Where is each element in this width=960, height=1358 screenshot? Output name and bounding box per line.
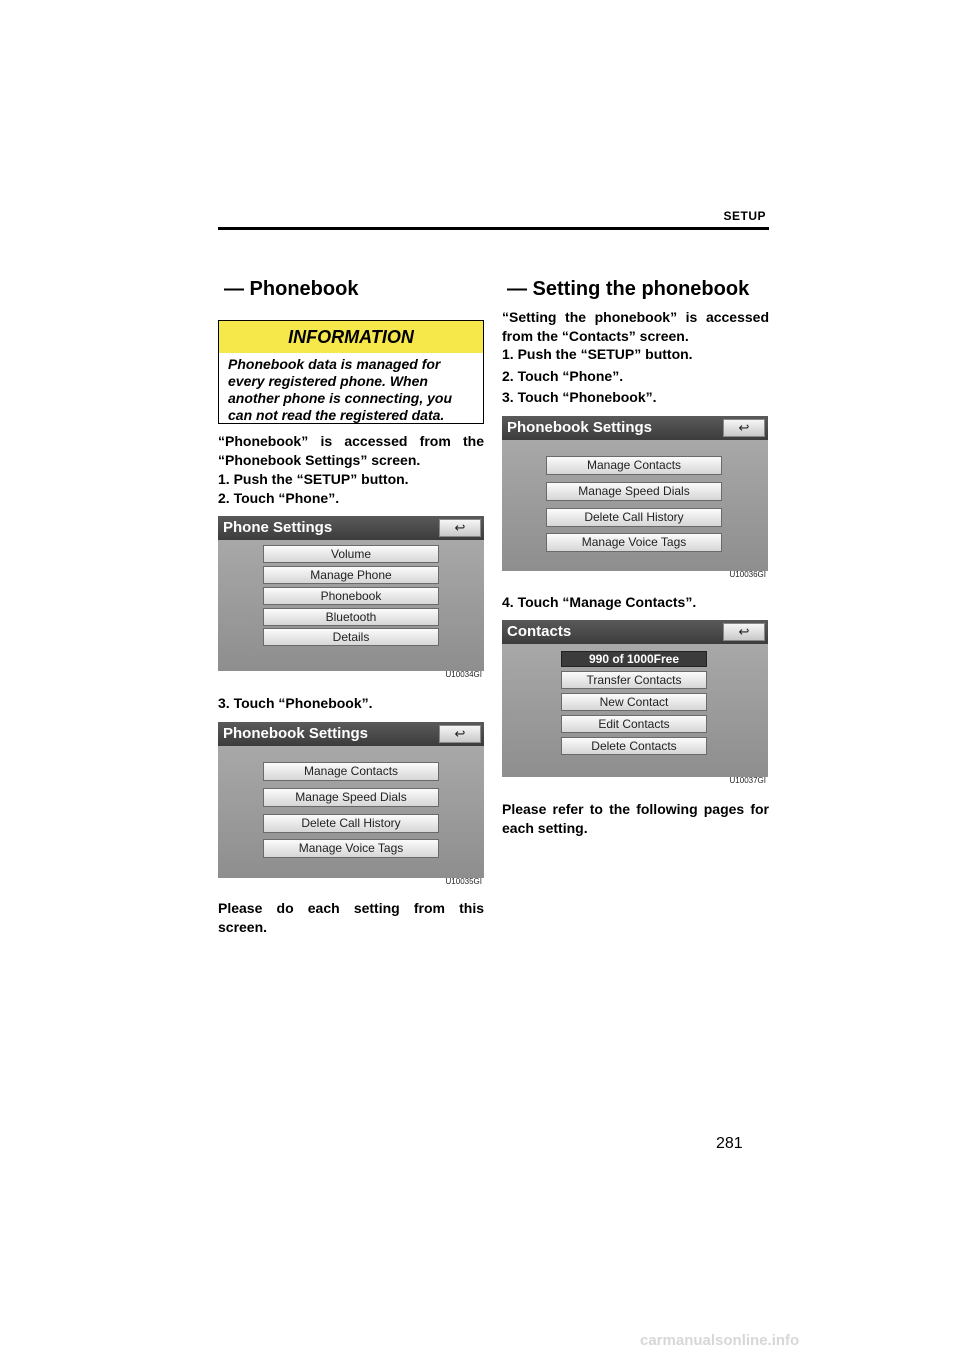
figure-code: U10036GI	[729, 570, 766, 579]
figure-code: U10035GI	[445, 877, 482, 886]
manage-voice-tags-button[interactable]: Manage Voice Tags	[546, 533, 722, 552]
back-arrow-icon[interactable]: ↩	[723, 623, 765, 641]
volume-button[interactable]: Volume	[263, 545, 439, 563]
right-intro-text: “Setting the phonebook” is accessed from the “Contacts” screen.	[502, 309, 769, 344]
right-step-4: 4. Touch “Manage Contacts”.	[502, 594, 697, 610]
manage-speed-dials-button[interactable]: Manage Speed Dials	[263, 788, 439, 807]
back-arrow-icon[interactable]: ↩	[723, 419, 765, 437]
new-contact-button[interactable]: New Contact	[561, 693, 707, 711]
setting-phonebook-section-title: — Setting the phonebook	[507, 278, 750, 300]
phone-settings-screenshot	[218, 516, 484, 679]
manage-speed-dials-button[interactable]: Manage Speed Dials	[546, 482, 722, 501]
watermark: carmanualsonline.info	[640, 1332, 800, 1349]
screen-title: Phonebook Settings	[502, 416, 768, 440]
screen-title: Contacts	[502, 620, 768, 644]
bluetooth-button[interactable]: Bluetooth	[263, 608, 439, 626]
contacts-screenshot	[502, 620, 768, 785]
details-button[interactable]: Details	[263, 628, 439, 646]
delete-call-history-button[interactable]: Delete Call History	[263, 814, 439, 833]
transfer-contacts-button[interactable]: Transfer Contacts	[561, 671, 707, 689]
section-header: SETUP	[723, 209, 766, 223]
right-closing-text: Please refer to the following pages for each setting.	[502, 801, 769, 836]
screen-title: Phone Settings	[218, 516, 484, 540]
manage-voice-tags-button[interactable]: Manage Voice Tags	[263, 839, 439, 858]
manage-contacts-button[interactable]: Manage Contacts	[546, 456, 722, 475]
screen-title: Phonebook Settings	[218, 722, 484, 746]
information-heading: INFORMATION	[219, 321, 483, 353]
left-closing-text: Please do each setting from this screen.	[218, 900, 484, 935]
left-step-3: 3. Touch “Phonebook”.	[218, 695, 373, 711]
figure-code: U10037GI	[729, 776, 766, 785]
edit-contacts-button[interactable]: Edit Contacts	[561, 715, 707, 733]
manage-phone-button[interactable]: Manage Phone	[263, 566, 439, 584]
left-intro-text: “Phonebook” is accessed from the “Phonebook Settings” screen.	[218, 433, 484, 468]
back-arrow-icon[interactable]: ↩	[439, 519, 481, 537]
manage-contacts-button[interactable]: Manage Contacts	[263, 762, 439, 781]
information-box	[218, 320, 484, 424]
back-arrow-icon[interactable]: ↩	[439, 725, 481, 743]
right-step-3: 3. Touch “Phonebook”.	[502, 389, 657, 405]
phonebook-settings-screenshot	[218, 722, 484, 886]
phonebook-button[interactable]: Phonebook	[263, 587, 439, 605]
figure-code: U10034GI	[445, 670, 482, 679]
free-capacity-status: 990 of 1000Free	[561, 651, 707, 667]
information-text: Phonebook data is managed for every registered phone. When another phone is connecting, you can not read the registered data.	[228, 356, 453, 423]
right-step-2: 2. Touch “Phone”.	[502, 368, 624, 384]
left-step-2: 2. Touch “Phone”.	[218, 490, 340, 506]
phonebook-settings-screenshot-2	[502, 416, 768, 579]
left-step-1: 1. Push the “SETUP” button.	[218, 471, 409, 487]
phonebook-section-title: — Phonebook	[224, 278, 359, 300]
delete-call-history-button[interactable]: Delete Call History	[546, 508, 722, 527]
header-rule	[218, 227, 769, 230]
page-number: 281	[716, 1135, 743, 1152]
right-step-1: 1. Push the “SETUP” button.	[502, 346, 693, 362]
delete-contacts-button[interactable]: Delete Contacts	[561, 737, 707, 755]
